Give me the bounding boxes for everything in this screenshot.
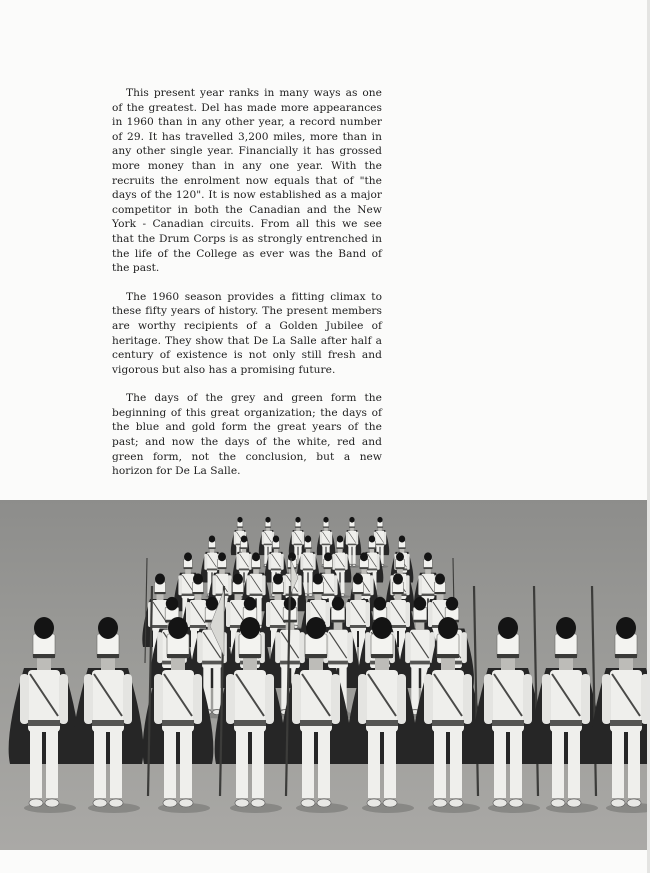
- page-bottom-margin: [0, 850, 650, 873]
- drum-corps-photo: [0, 500, 650, 850]
- paragraph-days-colours: The days of the grey and green form the beginning of this great organization; the days of the blue and gold form the great years of the past; and now the days of the white, red and green form, not the conclusion, but a new horizon for De La Salle.: [112, 392, 382, 478]
- paragraph-present-year: This present year ranks in many ways as one of the greatest. Del has made more appearances in 1960 than in any other year, a record number of 29. It has travelled 3,200 miles, more than in any other single year. Financially it has grossed more money than in any one year. With the recruits the enrolment now equals that of "the days of the 120". It is now established as a major competitor in both the Canadian and the New York - Canadian circuits. From all this we see that the Drum Corps is as strongly entrenched in the life of the College as ever was the Band of the past.: [112, 87, 382, 275]
- paragraph-1960-season: The 1960 season provides a fitting climax to these fifty years of history. The present members are worthy recipients of a Golden Jubilee of heritage. They show that De La Salle after half a century of existence is not only still fresh and vigorous but also has a promising future.: [112, 290, 382, 376]
- article-text: [112, 86, 382, 493]
- drum-corps-photo-image: [0, 500, 650, 850]
